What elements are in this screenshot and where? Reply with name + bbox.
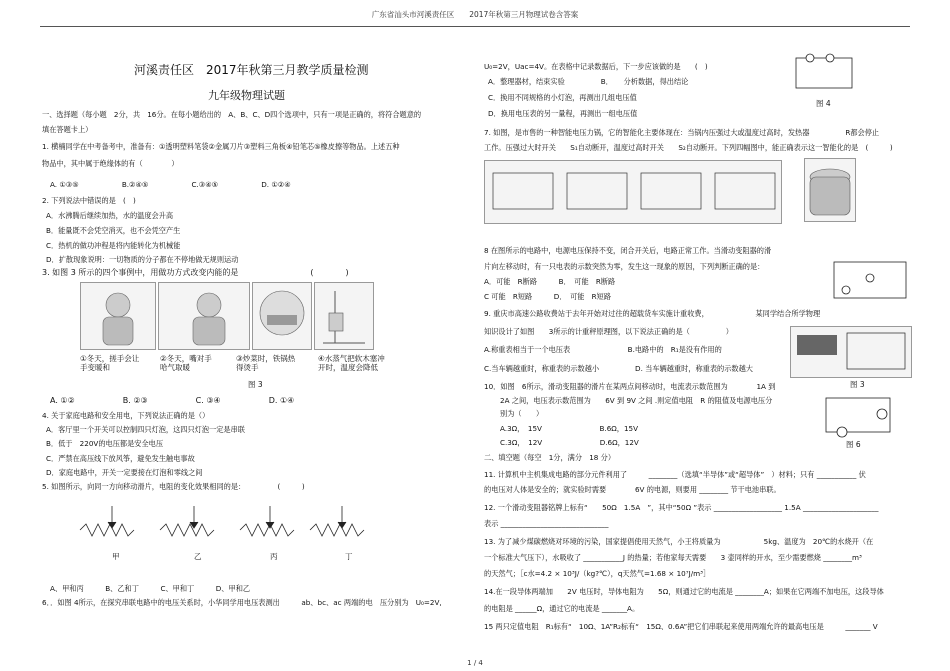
left-line-12: 4. 关于家庭电路和安全用电，下列说法正确的是（） [42,411,210,420]
fig4-circuit [790,52,860,94]
left-line-8: C．热机的做功冲程是将内能转化为机械能 [46,241,181,250]
right-line-14: 10．如图 6所示，滑动变阻器的滑片在某两点间移动时，电流表示数范围为 1A 到 [484,382,776,391]
right-line-17: A.3Ω， 15V B.6Ω，15V [500,424,639,433]
right-line-9: C 可能 R短路 D． 可能 R短路 [484,292,612,301]
right-line-28: 的电阻是 ______Ω，通过它的电流是 _______A。 [484,604,640,613]
fig3-image-3 [252,282,312,350]
fig3-image-2 [158,282,250,350]
right-line-23: 表示 ______________________________ [484,519,609,528]
right-line-13: C.当车辆越重时，称重表的示数越小 D. 当车辆越重时，称重表的示数越大 [484,364,753,373]
right-line-24: 13. 为了减少煤碳燃烧对环境的污染，国家提倡使用天然气，小王将质量为 5kg、温度为 20℃的水烧开（在 [484,537,874,546]
right-line-5: 工作。压强过大时开关 S₁自动断开，温度过高时开关 S₂自动断开。下列四幅图中，能正确表示这一智能化的是 ( ) [484,143,893,152]
fig3b-label: 图 3 [850,380,865,389]
right-line-11: 知识设计了如图 3所示的计重秤原理图，以下说法正确的是（ ） [484,327,733,336]
right-line-18: C.3Ω， 12V D.6Ω，12V [500,438,639,447]
fig3-weighing-scale [790,326,912,378]
exam-subtitle: 九年级物理试题 [208,89,285,102]
left-line-17: 5. 如图所示，向同一方向移动滑片，电阻的变化效果相同的是： ( ) [42,482,305,491]
fig3-caption-2: ②冬天，嘴对手 哈气取暖 [160,354,212,373]
left-line-6: A．水沸腾后继续加热，水的温度会升高 [46,211,174,220]
right-line-25: 一个标准大气压下），水吸收了 ___________J 的热量；若他家每天需要 3 壶同样的开水，至少需要燃烧 ________m³ [484,553,862,562]
right-line-21: 的电压对人体是安全的；就实验时需要 6V 的电源，则要用 ________ 节干电池串联。 [484,485,781,494]
right-line-2: C．换用不同规格的小灯泡，再测出几组电压值 [488,93,637,102]
pressure-cooker-image [804,158,856,222]
right-line-3: D．换用电压表的另一量程，再测出一组电压值 [488,109,638,118]
right-line-4: 7. 如图，是市售的一种智能电压力锅，它的智能化主要体现在：当锅内压强过大或温度过高时，发热器 R都会停止 [484,128,880,137]
fig5-label-bing: 丙 [270,552,278,561]
left-line-19: 6．．如图 4所示，在探究串联电路中的电压关系时，小华同学用电压表测出 ab、bc、ac 两端的电 压分别为 U₀=2V, [42,598,442,607]
fig3-label: 图 3 [248,380,263,389]
fig3-caption-4: ④水蒸气把软木塞冲 开时，温度会降低 [318,354,385,373]
fig5-label-yi: 乙 [194,552,202,561]
left-line-15: C．严禁在高压线下放风筝，避免发生触电事故 [46,454,195,463]
left-line-4: A. ①③⑤ B.②④⑤ C.③④⑤ D. ①②④ [50,180,291,189]
right-line-12: A.称重表相当于一个电压表 B.电路中的 R₁是没有作用的 [484,345,722,354]
left-line-1: 填在答题卡上） [42,125,93,134]
fig8-circuit [830,258,910,304]
right-line-10: 9. 重庆市高速公路收费站于去年开始对过往的超载货车实施计重收费， 某同学结合所学物理 [484,309,821,318]
page-number: 1 / 4 [467,659,483,668]
fig3-caption-3: ③炒菜时，铁锅热 得烫手 [236,354,296,373]
left-line-11: A. ①② B. ②③ C. ③④ D. ①④ [50,396,295,405]
left-line-18: A、甲和丙 B、乙和丁 C、甲和丁 D、甲和乙 [50,584,251,593]
fig6-circuit [818,392,898,438]
right-line-27: 14.在一段导体两端加 2V 电压时，导体电阻为 5Ω，则通过它的电流是 ________A；如果在它两端不加电压，这段导体 [484,587,884,596]
left-line-13: A．客厅里一个开关可以控制四只灯泡，这四只灯泡一定是串联 [46,425,245,434]
right-line-20: 11. 计算机中主机集成电路的部分元件利用了 ________（选填“半导体”或“超导体” ）材料；只有 ___________ 伏 [484,470,866,479]
left-line-16: D．家庭电路中，开关一定要接在灯泡和零线之间 [46,468,203,477]
right-line-6: 8 在图所示的电路中，电源电压保持不变，闭合开关后，电路正常工作。当滑动变阻器的滑 [484,246,772,255]
fig6-label: 图 6 [846,440,861,449]
page-header: 广东省汕头市河溪责任区 2017年秋第三月物理试卷含答案 [371,10,579,19]
left-line-0: 一、选择题（每小题 2分，共 16分。在每小题给出的 A、B、C、D四个选项中，只有一项是正确的，将符合题意的 [42,110,422,119]
fig5-label-jia: 甲 [112,552,120,561]
fig5-rheostat-diagrams [72,500,382,560]
left-line-2: 1. 横楠同学在中考备考中，准备有：①透明塑料笔袋②金属刀片③塑料三角板④铅笔芯⑤橡皮擦等物品。上述五种 [42,142,400,151]
right-line-19: 二、填空题（每空 1分，满分 18 分） [484,453,616,462]
fig3-image-1 [80,282,156,350]
right-line-29: 15 两只定值电阻 R₁标有“ 10Ω、1A”R₂标有“ 15Ω、0.6A”把它们串联起来使用两端允许的最高电压是 _______ V [484,622,878,631]
fig3-image-4 [314,282,374,350]
right-line-7: 片向左移动时，有一只电表的示数突然为零，发生这一现象的原因，下列判断正确的是： [484,262,765,271]
right-line-0: U₀=2V，Uac=4V。在表格中记录数据后，下一步应该做的是 ( ) [484,62,708,71]
fig7-circuit-options [484,160,782,224]
header-rule [40,26,910,27]
left-line-7: B．能量既不会凭空消灭，也不会凭空产生 [46,226,181,235]
left-line-3: 物品中，其中属于绝缘体的有（ ） [42,159,179,168]
left-line-14: B．低于 220V的电压都是安全电压 [46,439,164,448]
fig3-caption-1: ①冬天，搓手会让 手变暖和 [80,354,140,373]
right-line-8: A．可能 R断路 B． 可能 R断路 [484,277,616,286]
exam-title: 河溪责任区 2017年秋第三月教学质量检测 [134,63,369,77]
right-line-22: 12. 一个滑动变阻器铭牌上标有“ 50Ω 1.5A ”，其中“50Ω ”表示 ___________________ 1.5A _____________________ [484,503,879,512]
right-line-16: 别为（ ） [500,409,544,418]
right-line-15: 2A 之间，电压表示数范围为 6V 到 9V 之间 .则定值电阻 R 的阻值及电源电压分 [500,396,773,405]
right-line-1: A．整理器材，结束实验 B． 分析数据，得出结论 [488,77,689,86]
fig5-label-ding: 丁 [345,552,353,561]
right-line-26: 的天然气；［c水=4.2 × 10³J/（kg?℃），q天然气=1.68 × 10⁷J/m³］ [484,569,711,578]
left-line-10: 3. 如图 3 所示的四个事例中，用做功方式改变内能的是 ( ) [42,268,349,277]
fig4-label: 图 4 [816,99,831,108]
left-line-9: D．扩散现象说明：一切物质的分子都在不停地做无规则运动 [46,255,239,264]
left-line-5: 2. 下列说法中错误的是 ( ) [42,196,136,205]
